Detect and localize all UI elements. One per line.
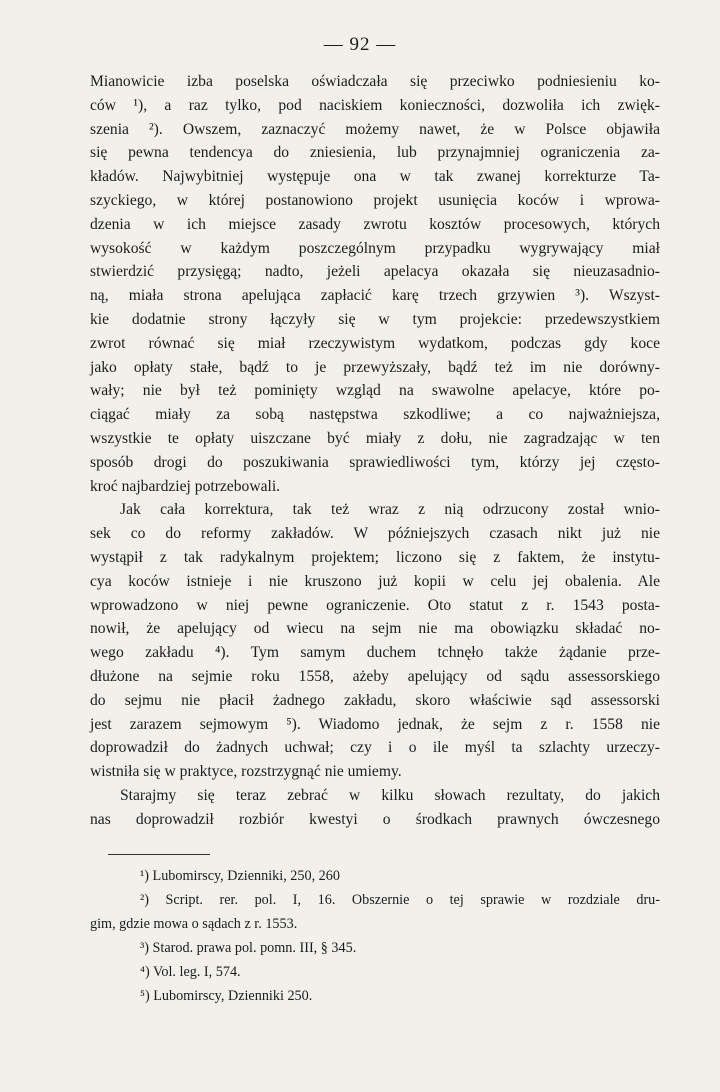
body-text	[90, 70, 660, 832]
text-line: jest zarazem sejmowym ⁵). Wiadomo jednak, że sejm z r. 1558 nie	[90, 715, 660, 733]
footnote-separator	[108, 854, 210, 855]
text-line: sek co do reformy zakładów. W późniejszych czasach nikt już nie	[90, 525, 660, 543]
footnote-2: ²) Script. rer. pol. I, 16. Obszernie o tej sprawie w rozdziale dru-	[140, 892, 660, 908]
text-line: sposób drogi do poszukiwania sprawiedliwości tym, którzy jej często-	[90, 453, 660, 471]
text-line: Starajmy się teraz zebrać w kilku słowach rezultaty, do jakich	[120, 786, 660, 804]
text-line: Jak cała korrektura, tak też wraz z nią odrzucony został wnio-	[120, 501, 660, 519]
text-line: ną, miała strona apelująca zapłacić karę trzech grzywien ³). Wszyst-	[90, 287, 660, 305]
text-line: szenia ²). Owszem, zaznaczyć możemy nawet, że w Polsce objawiła	[90, 120, 660, 138]
text-line: ców ¹), a raz tylko, pod naciskiem konieczności, dozwoliła ich zwięk-	[90, 96, 660, 114]
text-line: zwrot równać się miał rzeczywistym wydatkom, podczas gdy koce	[90, 334, 660, 352]
footnote-3: ³) Starod. prawa pol. pomn. III, § 345.	[140, 940, 357, 956]
text-line: się pewna tendencya do zniesienia, lub przynajmniej ograniczenia za-	[90, 144, 660, 162]
text-line: ciągać miały za sobą następstwa szkodliwe; a co najważniejsza,	[90, 406, 660, 424]
footnote-4: ⁴) Vol. leg. I, 574.	[140, 964, 241, 980]
text-line: dzenia w ich miejsce zasady zwrotu kosztów procesowych, których	[90, 215, 660, 233]
text-line: dłużone na sejmie roku 1558, ażeby apelujący od sądu assessorskiego	[90, 667, 660, 685]
text-line: Mianowicie izba poselska oświadczała się przeciwko podniesieniu ko-	[90, 73, 660, 90]
text-line: wysokość w każdym poszczególnym przypadku wygrywający miał	[90, 239, 660, 257]
text-line: kie dodatnie strony łączyły się w tym projekcie: przedewszystkiem	[90, 310, 660, 328]
text-line: jako opłaty stałe, bądź to je przewyższały, bądź też im nie dorówny-	[90, 358, 660, 376]
text-line: stwierdzić przysięgą; nadto, jeżeli apelacya okazała się nieuzasadnio-	[90, 263, 660, 281]
text-line: nas doprowadził rozbiór kwestyi o środkach prawnych ówczesnego	[90, 810, 660, 828]
text-line: kroć najbardziej potrzebowali.	[90, 477, 281, 495]
footnotes	[90, 864, 660, 1008]
text-line: szyckiego, w której postanowiono projekt usunięcia koców i wprowa-	[90, 191, 660, 209]
page-number: — 92 —	[323, 34, 397, 55]
text-line: wistniła się w praktyce, rozstrzygnąć nie umiemy.	[90, 763, 402, 781]
footnote-1: ¹) Lubomirscy, Dzienniki, 250, 260	[140, 868, 340, 884]
text-line: cya koców istnieje i nie kruszono już kopii w celu jej obalenia. Ale	[90, 572, 660, 590]
text-line: wego zakładu ⁴). Tym samym duchem tchnęło także żądanie prze-	[90, 644, 660, 662]
text-line: do sejmu nie płacił żadnego zakładu, skoro właściwie sąd assessorski	[90, 691, 660, 709]
text-line: wystąpił z tak radykalnym projektem; liczono się z faktem, że instytu-	[90, 548, 660, 566]
text-line: kładów. Najwybitniej występuje ona w tak zwanej korrekturze Ta-	[90, 168, 660, 186]
footnote-5: ⁵) Lubomirscy, Dzienniki 250.	[140, 988, 313, 1004]
text-line: wszystkie te opłaty uiszczane być miały z dołu, nie zagradzając w ten	[90, 429, 660, 447]
footnote-2-continuation: gim, gdzie mowa o sądach z r. 1553.	[90, 916, 298, 932]
text-line: wprowadzono w niej pewne ograniczenie. Oto statut z r. 1543 posta-	[90, 596, 660, 614]
text-line: nowił, że apelujący od wiecu na sejm nie ma obowiązku składać no-	[90, 620, 660, 638]
text-line: wały; nie był też pominięty wzgląd na swawolne apelacye, które po-	[90, 382, 660, 400]
text-line: doprowadził do żadnych uchwał; czy i o ile myśl ta szlachty urzeczy-	[90, 739, 660, 757]
